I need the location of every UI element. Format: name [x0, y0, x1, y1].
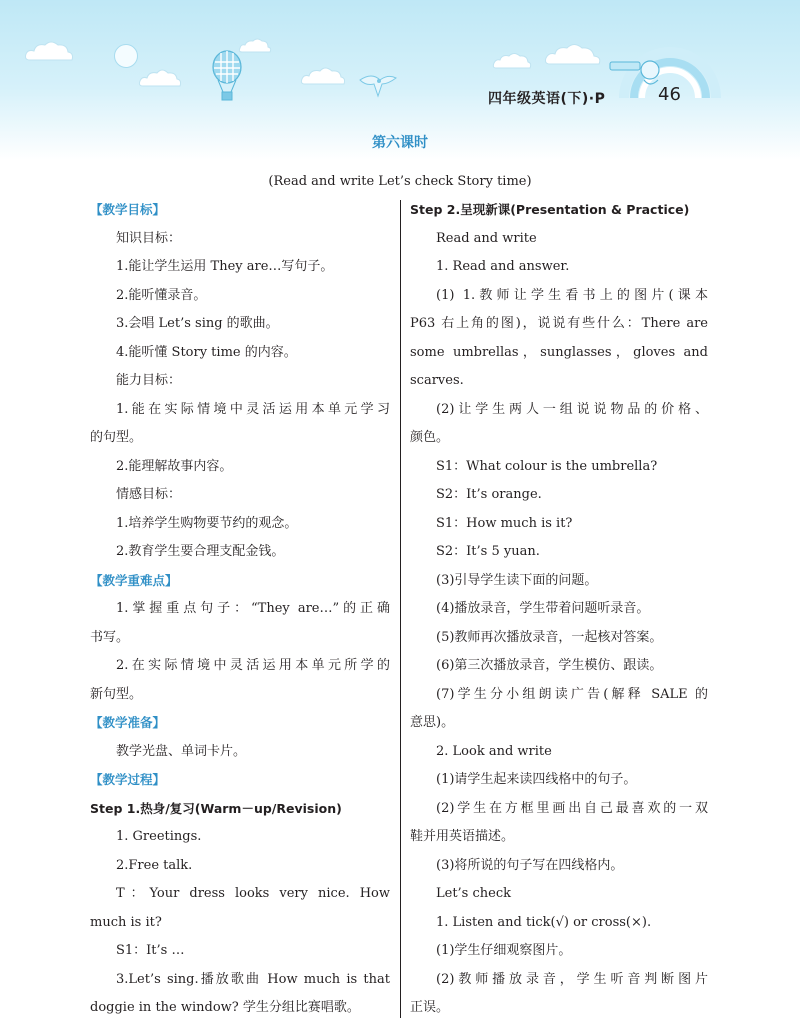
- text-line: Read and write: [436, 230, 537, 246]
- text-line: 情感目标：: [116, 487, 182, 502]
- text-line: 2.能听懂录音。: [116, 287, 207, 303]
- page-header-banner: [0, 0, 800, 160]
- text-line: much is it?: [90, 914, 162, 930]
- text-line: some umbrellas，sunglasses，gloves and: [410, 344, 708, 360]
- text-line: (2)教师播放录音，学生听音判断图片: [436, 971, 708, 987]
- text-line: 1.培养学生购物要节约的观念。: [116, 515, 298, 531]
- cloud-icon: [138, 66, 182, 88]
- text-line: (6)第三次播放录音，学生模仿、跟读。: [436, 658, 663, 673]
- text-line: (1)请学生起来读四线格中的句子。: [436, 772, 637, 787]
- text-line: (1)学生仔细观察图片。: [436, 943, 572, 958]
- text-line: 知识目标：: [116, 230, 182, 246]
- kite-bird-icon: [358, 70, 398, 100]
- text-line: 4.能听懂 Story time 的内容。: [116, 344, 297, 360]
- text-line: (2)学生在方框里画出自己最喜欢的一双: [436, 800, 708, 816]
- section-heading: 【教学过程】: [90, 772, 166, 787]
- cloud-icon: [492, 50, 532, 70]
- text-line: scarves.: [410, 373, 464, 388]
- cloud-icon: [544, 40, 602, 66]
- book-title: 四年级英语(下)·P: [488, 91, 606, 107]
- right-column: [410, 196, 708, 1023]
- text-line: 2. Look and write: [436, 743, 552, 759]
- text-line: 新句型。: [90, 686, 143, 702]
- text-line: (3)引导学生读下面的问题。: [436, 572, 598, 588]
- text-line: (5)教师再次播放录音，一起核对答案。: [436, 629, 663, 645]
- sun-icon: [114, 44, 138, 68]
- text-line: doggie in the window? 学生分组比赛唱歌。: [90, 1000, 360, 1015]
- text-line: 1.掌握重点句子：“They are…”的正确: [116, 601, 390, 616]
- text-line: 1. Read and answer.: [436, 259, 570, 274]
- text-line: S2：It’s 5 yuan.: [436, 544, 540, 559]
- text-line: (7)学生分小组朗读广告(解释 SALE 的: [436, 686, 708, 702]
- text-line: P63 右上角的图)，说说有些什么：There are: [410, 316, 708, 331]
- text-line: 2.能理解故事内容。: [116, 458, 233, 474]
- text-line: 能力目标：: [116, 373, 182, 388]
- step-heading: Step 1.热身/复习(Warm－up/Revision): [90, 800, 342, 816]
- lesson-title: 第六课时: [372, 135, 428, 151]
- column-divider: [400, 200, 401, 1018]
- text-line: S2：It’s orange.: [436, 487, 542, 502]
- cloud-icon: [300, 64, 346, 86]
- text-line: 3.Let’s sing.播放歌曲 How much is that: [116, 971, 390, 987]
- text-line: 正误。: [410, 1000, 450, 1015]
- text-line: 2.在实际情境中灵活运用本单元所学的: [116, 658, 390, 673]
- text-line: 教学光盘、单词卡片。: [116, 743, 247, 759]
- section-heading: 【教学目标】: [90, 202, 166, 217]
- text-line: 的句型。: [90, 430, 143, 445]
- text-line: 书写。: [90, 629, 130, 645]
- text-line: Let’s check: [436, 886, 511, 901]
- page-number: 46: [658, 84, 681, 105]
- section-heading: 【教学重难点】: [90, 572, 178, 588]
- text-line: 鞋并用英语描述。: [410, 829, 515, 844]
- text-line: 颜色。: [410, 430, 450, 445]
- text-line: 1.能让学生运用 They are…写句子。: [116, 259, 334, 274]
- section-heading: 【教学准备】: [90, 715, 166, 730]
- left-column: [90, 196, 390, 1023]
- text-line: 1. Listen and tick(√) or cross(×).: [436, 914, 652, 930]
- text-line: 2.Free talk.: [116, 857, 193, 873]
- text-line: 意思)。: [410, 715, 455, 730]
- text-line: (2)让学生两人一组说说物品的价格、: [436, 401, 708, 417]
- text-line: S1：What colour is the umbrella?: [436, 458, 658, 474]
- text-line: T：Your dress looks very nice. How: [116, 886, 390, 901]
- text-line: S1：It’s …: [116, 943, 185, 958]
- text-line: (3)将所说的句子写在四线格内。: [436, 857, 624, 873]
- lesson-subtitle: (Read and write Let’s check Story time): [268, 174, 532, 189]
- text-line: 2.教育学生要合理支配金钱。: [116, 544, 285, 559]
- text-line: 1. Greetings.: [116, 829, 202, 844]
- text-line: 1.能在实际情境中灵活运用本单元学习: [116, 401, 390, 417]
- text-line: (4)播放录音，学生带着问题听录音。: [436, 601, 650, 616]
- step-heading: Step 2.呈现新课(Presentation & Practice): [410, 202, 690, 217]
- cloud-icon: [24, 38, 74, 62]
- text-line: (1) 1.教师让学生看书上的图片(课本: [436, 287, 708, 303]
- hot-air-balloon-icon: [210, 50, 244, 104]
- text-line: S1：How much is it?: [436, 515, 573, 531]
- text-line: 3.会唱 Let’s sing 的歌曲。: [116, 316, 279, 331]
